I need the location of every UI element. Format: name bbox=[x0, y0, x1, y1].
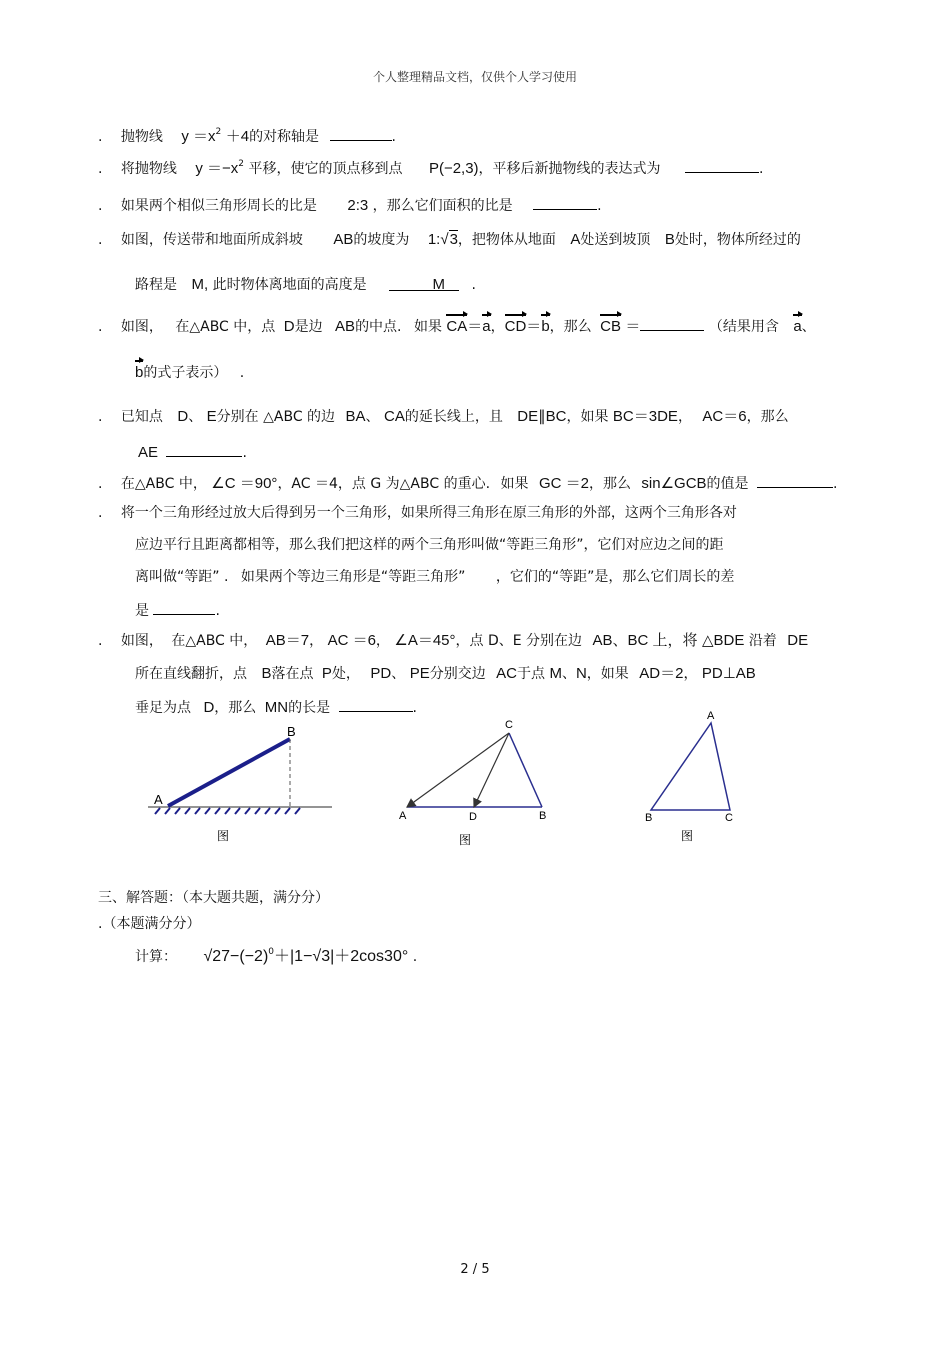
fig1-label-b: B bbox=[287, 724, 296, 739]
q9-sides: AB、BC 上，将 bbox=[592, 632, 698, 649]
q9-line2-a: 所在直线翻折，点 bbox=[135, 666, 247, 682]
fig1-caption: 图 bbox=[217, 829, 230, 843]
q6-point-e: E bbox=[206, 408, 217, 425]
q2-sup: 2 bbox=[238, 159, 245, 169]
q5-vector-b-2: b bbox=[135, 364, 144, 381]
q4-answer-blank bbox=[389, 276, 459, 291]
q8-end: . bbox=[215, 603, 220, 619]
q6-text-b: 分别在 △ABC 的边 bbox=[216, 409, 336, 425]
question-4-line-2 bbox=[135, 276, 476, 294]
q6-point-d: D bbox=[177, 408, 189, 425]
q8-line-4: 是 bbox=[135, 603, 149, 619]
q6-ba: BA bbox=[345, 408, 366, 425]
q2-expr: y ＝−x bbox=[195, 160, 239, 177]
q5-ab: AB bbox=[335, 318, 356, 335]
q7-text-b: ，AC ＝4，点 G 为△ABC 的重心. bbox=[277, 476, 491, 492]
question-6-line-1 bbox=[98, 408, 789, 426]
q9-perp: PD⊥AB bbox=[701, 665, 756, 682]
q9-end: . bbox=[412, 700, 417, 716]
q5-eq-3: ＝ bbox=[625, 318, 641, 335]
q9-line3-b: ，那么 bbox=[214, 700, 257, 716]
fig1-belt-ab bbox=[168, 739, 290, 806]
q1-end: . bbox=[391, 129, 396, 145]
question-10-expression bbox=[135, 948, 417, 968]
q6-comma: ， bbox=[677, 409, 692, 425]
q6-ae: AE bbox=[138, 444, 159, 461]
q8-line-3b: 如果两个等边三角形是“等距三角形” bbox=[240, 569, 466, 585]
q2-dot: . bbox=[98, 161, 103, 177]
q8-answer-blank bbox=[153, 600, 215, 615]
q9-line1-d: 沿着 bbox=[748, 633, 777, 649]
q7-sin: sin∠GCB bbox=[641, 475, 707, 492]
question-10-title bbox=[98, 915, 200, 933]
q5-vector-b: b bbox=[541, 318, 550, 335]
q9-point-p: P bbox=[321, 665, 332, 682]
q10-dot: . bbox=[98, 916, 103, 932]
q5-eq-1: ＝ bbox=[467, 318, 483, 335]
q7-text-a: 在△ABC 中， bbox=[120, 476, 207, 492]
q4-line2-b: 此时物体离地面的高度是 bbox=[212, 277, 367, 293]
q1-text-b: 的对称轴是 bbox=[249, 129, 320, 145]
q9-point-d: D bbox=[203, 699, 215, 716]
q5-text-h: （结果用含 bbox=[708, 319, 779, 335]
q6-sep: 、 bbox=[188, 409, 203, 425]
q5-text-g: ，那么 bbox=[549, 319, 592, 335]
q4-text-d: 处送到坡顶 bbox=[580, 232, 651, 248]
q9-line1-b: 在△ABC 中， bbox=[171, 633, 258, 649]
q5-comma: ， bbox=[490, 319, 505, 335]
q5-line2: 的式子表示） bbox=[143, 365, 228, 381]
q8-line-3c: ，它们的“等距”是，那么它们周长的差 bbox=[495, 569, 735, 585]
q7-end: . bbox=[833, 476, 838, 492]
q4-slope: 1: bbox=[427, 231, 441, 248]
q2-text-b: 平移，使它的顶点移到点 bbox=[248, 161, 403, 177]
q9-line3-c: 的长是 bbox=[288, 700, 331, 716]
fig3-caption: 图 bbox=[681, 829, 694, 843]
q10-end: . bbox=[412, 949, 418, 965]
q1-expr: y ＝x bbox=[181, 128, 216, 145]
q4-sqrt: 3 bbox=[449, 231, 458, 248]
q6-condition-3: AC＝6 bbox=[702, 408, 747, 425]
q3-end: . bbox=[597, 198, 602, 214]
q1-dot: . bbox=[98, 129, 103, 145]
q9-pe: PE bbox=[409, 665, 430, 682]
q3-answer-blank bbox=[533, 195, 597, 210]
q6-answer-blank bbox=[166, 442, 242, 457]
q6-text-a: 已知点 bbox=[120, 409, 163, 425]
q10-title: （本题满分分） bbox=[102, 916, 201, 932]
q10-term-1: √27 bbox=[203, 948, 231, 965]
q6-sep-2: 、 bbox=[365, 409, 380, 425]
q5-vector-ca: CA bbox=[446, 318, 468, 335]
q9-ac-2: AC bbox=[496, 665, 517, 682]
q9-line1-a: 如图， bbox=[120, 633, 163, 649]
q4-ab: AB bbox=[333, 231, 354, 248]
q6-ca: CA bbox=[383, 408, 405, 425]
fig2-side-bc bbox=[509, 733, 542, 807]
q6-dot: . bbox=[98, 409, 103, 425]
q4-point-a: A bbox=[570, 231, 581, 248]
q5-sep: 、 bbox=[801, 319, 816, 335]
fig3-label-a: A bbox=[707, 710, 715, 722]
q1-text-a: 抛物线 bbox=[120, 129, 163, 145]
figure-3-triangle bbox=[640, 706, 750, 846]
q5-text-a: 如图， bbox=[120, 319, 163, 335]
q1-answer-blank bbox=[330, 126, 392, 141]
q5-vector-cd: CD bbox=[504, 318, 527, 335]
section-3-title: 三、解答题：（本大题共题，满分分） bbox=[98, 890, 329, 906]
q8-line-3a: 离叫做“等距” . bbox=[135, 569, 229, 585]
q6-condition-2: BC＝3DE bbox=[612, 408, 678, 425]
question-5-line-2 bbox=[135, 364, 244, 382]
fig2-label-d: D bbox=[469, 811, 477, 823]
q9-de: DE bbox=[787, 632, 809, 649]
q9-dot: . bbox=[98, 633, 103, 649]
question-1 bbox=[98, 126, 396, 148]
q5-text-b: 在△ABC 中，点 bbox=[175, 319, 276, 335]
q5-vector-cb: CB bbox=[600, 318, 621, 335]
q7-text-c: 如果 bbox=[500, 476, 529, 492]
q5-dot: . bbox=[98, 319, 103, 335]
q4-text-e: 处时，物体所经过的 bbox=[674, 232, 801, 248]
q7-text-d: ，那么 bbox=[588, 476, 631, 492]
q5-text-e: 的中点. bbox=[355, 319, 402, 335]
q9-point-b: B bbox=[261, 665, 272, 682]
q9-line2-e: 于点 bbox=[517, 666, 545, 682]
q5-eq-2: ＝ bbox=[526, 318, 542, 335]
q9-angle: ∠A＝45° bbox=[394, 632, 456, 649]
q9-line1-c: ，点 D、E 分别在边 bbox=[455, 633, 583, 649]
q5-text-c: 是边 bbox=[294, 319, 323, 335]
fig2-vector-ca bbox=[407, 733, 509, 807]
question-3 bbox=[98, 195, 602, 215]
question-9-line-2 bbox=[135, 665, 756, 683]
q4-unit-1: M, bbox=[191, 276, 209, 293]
q9-pd: PD bbox=[370, 665, 392, 682]
q5-vector-a: a bbox=[482, 318, 491, 335]
q1-sup: 2 bbox=[215, 127, 222, 137]
q3-ratio: 2:3 bbox=[347, 197, 369, 214]
q6-text-c: 的延长线上，且 bbox=[404, 409, 503, 425]
q3-dot: . bbox=[98, 198, 103, 214]
question-6-line-2 bbox=[138, 442, 247, 462]
q7-angle: ∠C ＝90° bbox=[211, 475, 278, 492]
q9-ab: AB＝7 bbox=[265, 632, 310, 649]
q4-dot: . bbox=[98, 232, 103, 248]
fig2-caption: 图 bbox=[459, 833, 472, 847]
q4-unit-2: M bbox=[432, 276, 446, 293]
q3-text-b: ，那么它们面积的比是 bbox=[372, 198, 513, 214]
q7-answer-blank bbox=[757, 473, 833, 488]
q10-label: 计算： bbox=[135, 949, 177, 965]
question-8-line-1 bbox=[98, 504, 737, 522]
page-header: 个人整理精品文档，仅供个人学习使用 bbox=[372, 70, 577, 84]
question-2 bbox=[98, 158, 763, 180]
fig2-label-a: A bbox=[399, 810, 407, 822]
q4-point-b: B bbox=[664, 231, 675, 248]
q4-text-c: ，把物体从地面 bbox=[457, 232, 556, 248]
fig2-label-c: C bbox=[505, 719, 513, 731]
q9-line3-a: 垂足为点 bbox=[135, 700, 191, 716]
q8-dot: . bbox=[98, 505, 103, 521]
q2-text-c: ，平移后新抛物线的表达式为 bbox=[478, 161, 661, 177]
q10-term-2: −(−2) bbox=[230, 948, 269, 965]
figure-2-vector-triangle bbox=[390, 716, 560, 851]
q9-line2-c: 处， bbox=[331, 666, 360, 682]
q1-expr2: ＋4 bbox=[225, 128, 250, 145]
page-number: 2 / 5 bbox=[460, 1262, 490, 1277]
fig1-label-a: A bbox=[154, 792, 163, 807]
q9-line2-f: ，如果 bbox=[586, 666, 629, 682]
q5-point-d: D bbox=[283, 318, 295, 335]
q8-line-2: 应边平行且距离都相等，那么我们把这样的两个三角形叫做“等距三角形”，它们对应边之间的距 bbox=[135, 537, 724, 553]
q3-text-a: 如果两个相似三角形周长的比是 bbox=[120, 198, 317, 214]
q6-text-g: ，那么 bbox=[746, 409, 789, 425]
q9-line2-b: 落在点 bbox=[271, 666, 314, 682]
q4-line2-a: 路程是 bbox=[135, 277, 177, 293]
q8-line-1: 将一个三角形经过放大后得到另一个三角形，如果所得三角形在原三角形的外部，这两个三角形各对 bbox=[120, 505, 737, 521]
q4-text-b: 的坡度为 bbox=[353, 232, 410, 248]
question-8-line-3 bbox=[135, 568, 734, 586]
q7-gc: GC ＝2 bbox=[538, 475, 589, 492]
q6-condition-1: DE∥BC bbox=[517, 408, 567, 425]
q2-point: P(−2,3) bbox=[428, 160, 479, 177]
fig3-label-b: B bbox=[645, 812, 653, 824]
q4-text-a: 如图，传送带和地面所成斜坡 bbox=[120, 232, 303, 248]
question-9-line-3 bbox=[135, 697, 417, 717]
fig3-label-c: C bbox=[725, 812, 733, 824]
q4-end: . bbox=[471, 277, 476, 293]
fig3-triangle-abc bbox=[651, 723, 730, 810]
q6-text-f: ，如果 bbox=[566, 409, 609, 425]
fig1-ground-hatching bbox=[155, 808, 300, 814]
fig2-label-b: B bbox=[539, 810, 547, 822]
question-5-line-1 bbox=[98, 316, 816, 336]
q5-text-f: 如果 bbox=[413, 319, 442, 335]
q9-sep-2: 、 bbox=[561, 666, 576, 682]
q7-text-e: 的值是 bbox=[706, 476, 749, 492]
q9-ad: AD＝2 bbox=[639, 665, 684, 682]
q9-mn: MN bbox=[264, 699, 289, 716]
q9-triangle: △BDE bbox=[701, 632, 745, 649]
q9-point-m: M bbox=[549, 665, 562, 682]
q6-end: . bbox=[242, 445, 247, 461]
q9-sep: 、 bbox=[391, 666, 406, 682]
q5-end: . bbox=[239, 365, 245, 381]
q9-line2-d: 分别交边 bbox=[429, 666, 486, 682]
q10-exponent: 0 bbox=[268, 947, 275, 957]
q9-point-n: N bbox=[575, 665, 587, 682]
q7-dot: . bbox=[98, 476, 103, 492]
q10-term-3: ＋|1−√3|＋2cos30° bbox=[274, 948, 409, 965]
q2-end: . bbox=[759, 161, 764, 177]
fig2-vector-cd bbox=[474, 733, 509, 807]
question-8-line-4 bbox=[135, 600, 220, 620]
question-9-line-1 bbox=[98, 632, 808, 650]
question-4-line-1: . 如图，传送带和地面所成斜坡 AB的坡度为 1:√3，把物体从地面 A处送到坡顶 B处时，物体所经过的 bbox=[98, 231, 801, 248]
question-7 bbox=[98, 473, 837, 493]
q9-comma-2: ， bbox=[375, 633, 390, 649]
q9-ac: AC ＝6 bbox=[327, 632, 376, 649]
q5-vector-a-2: a bbox=[793, 318, 802, 335]
figure-1-slope bbox=[140, 722, 340, 847]
q9-comma-3: ， bbox=[683, 666, 698, 682]
q2-answer-blank bbox=[685, 158, 759, 173]
q2-text-a: 将抛物线 bbox=[120, 161, 177, 177]
q9-answer-blank bbox=[339, 697, 413, 712]
q9-comma-1: ， bbox=[309, 633, 324, 649]
q5-answer-blank bbox=[640, 316, 704, 331]
